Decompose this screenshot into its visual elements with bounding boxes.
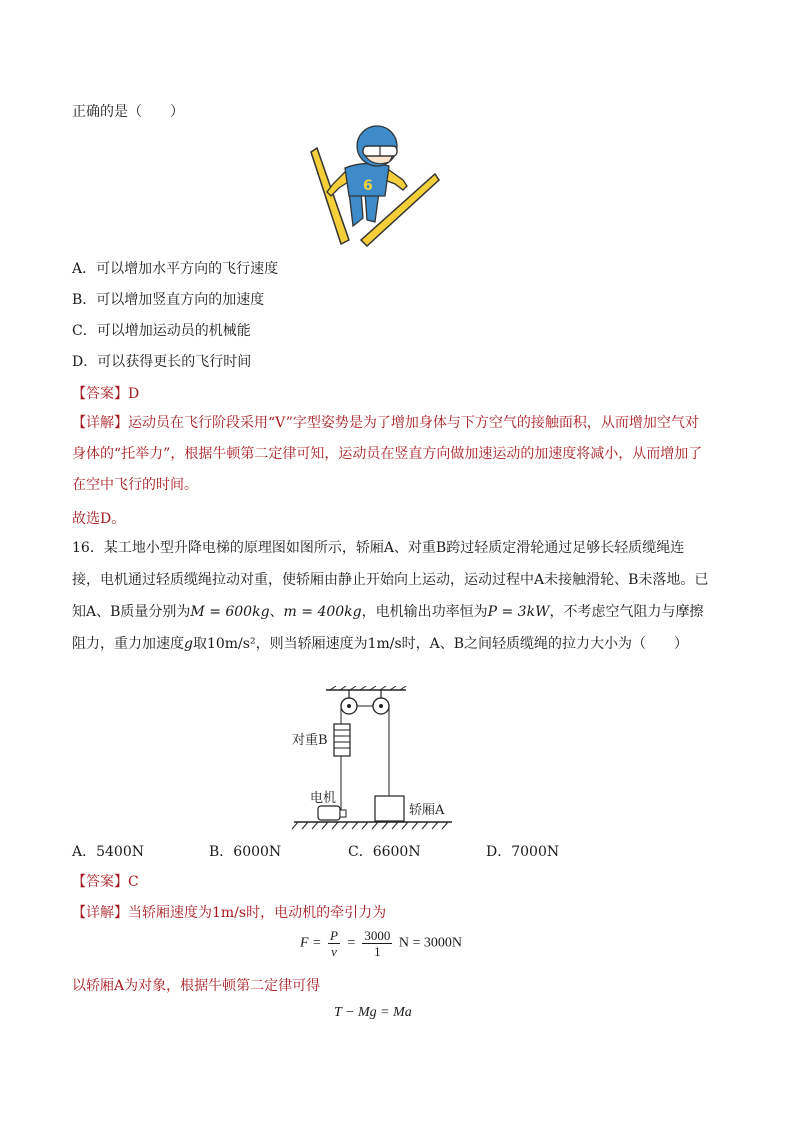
q15-option-a: A．可以增加水平方向的飞行速度 — [72, 261, 279, 277]
q16-answer-row — [72, 871, 139, 891]
q16-stem-part2: ，电机输出功率恒为 — [361, 604, 488, 620]
counterweight-b — [334, 724, 350, 756]
q15-option-c: C．可以增加运动员的机械能 — [72, 323, 251, 339]
q16-detail-row — [72, 902, 386, 922]
q16-stem-part3: ，不考虑空气阻力与摩擦阻力，重力加速度 — [72, 604, 704, 652]
formula1-frac2 — [362, 928, 392, 959]
q16-option-d: D．7000N — [486, 844, 560, 860]
formula-newton-second-law: T − Mg = Ma — [334, 1005, 412, 1020]
q15-detail — [72, 408, 712, 501]
label-motor: 电机 — [310, 791, 337, 806]
formula1-rhs: N = 3000N — [398, 935, 463, 951]
formula1-frac2-num: 3000 — [364, 928, 391, 943]
q15-conclusion: 故选D。 — [72, 511, 126, 527]
q15-answer-row — [72, 383, 139, 403]
q16-option-b: B．6000N — [209, 844, 282, 860]
q16-mass-M: M = 600kg — [190, 604, 270, 620]
q16-detail-tag: 【详解】 — [72, 905, 128, 921]
q15-stem-tail: 正确的是（ ） — [72, 104, 184, 120]
q16-stem — [72, 532, 712, 660]
q16-option-a: A．5400N — [72, 844, 144, 860]
q16-stem-part1: 16．某工地小型升降电梯的原理图如图所示，轿厢A、对重B跨过轻质定滑轮通过足够长轻质缆绳连接，电机通过轻质缆绳拉动对重，使轿厢由静止开始向上运动，运动过程中A未接触滑轮、B未落地。已知A、B质量分别为 — [72, 540, 709, 620]
formula1-frac1-num: P — [330, 928, 338, 943]
formula-traction-force — [300, 928, 462, 959]
q15-option-d: D．可以获得更长的飞行时间 — [72, 354, 252, 370]
q15-answer: D — [128, 386, 140, 402]
left-ski — [311, 148, 349, 244]
q15-answer-tag: 【答案】 — [72, 386, 128, 402]
elevator-diagram — [288, 686, 458, 831]
q16-answer: C — [128, 874, 139, 890]
q16-detail-line1: 当轿厢速度为1m/s时，电动机的牵引力为 — [128, 905, 387, 921]
q16-detail-line2: 以轿厢A为对象，根据牛顿第二定律可得 — [72, 978, 321, 994]
ski-jumper-illustration — [305, 122, 440, 250]
q15-detail-text: 运动员在飞行阶段采用“V”字型姿势是为了增加身体与下方空气的接触面积，从而增加空气对身体的“托举力”，根据牛顿第二定律可知，运动员在竖直方向做加速运动的加速度将减小，从而增加了在空中飞行的时间。 — [72, 415, 703, 493]
formula1-eq: = — [346, 935, 356, 951]
q16-power: P = 3kW — [487, 604, 550, 620]
q16-stem-part4: 取10m/s²，则当轿厢速度为1m/s时，A、B之间轻质缆绳的拉力大小为（ ） — [192, 636, 689, 652]
formula1-frac2-den: 1 — [374, 944, 381, 959]
formula1-lhs: F = — [300, 935, 322, 951]
q15-option-b: B．可以增加竖直方向的加速度 — [72, 292, 265, 308]
motor — [318, 806, 340, 820]
formula1-frac1 — [328, 928, 340, 959]
car-a — [375, 796, 404, 821]
formula1-frac1-den: v — [331, 944, 337, 959]
label-car: 轿厢A — [409, 803, 445, 818]
q16-option-c: C．6600N — [348, 844, 421, 860]
q16-sep: 、 — [269, 604, 284, 620]
jersey-number: 6 — [363, 178, 373, 194]
label-counterweight: 对重B — [292, 733, 328, 748]
q16-answer-tag: 【答案】 — [72, 874, 128, 890]
q15-detail-tag: 【详解】 — [72, 415, 128, 431]
skier-legs — [349, 192, 379, 226]
q16-mass-m: m = 400kg — [283, 604, 362, 620]
q16-g: g — [184, 636, 193, 652]
